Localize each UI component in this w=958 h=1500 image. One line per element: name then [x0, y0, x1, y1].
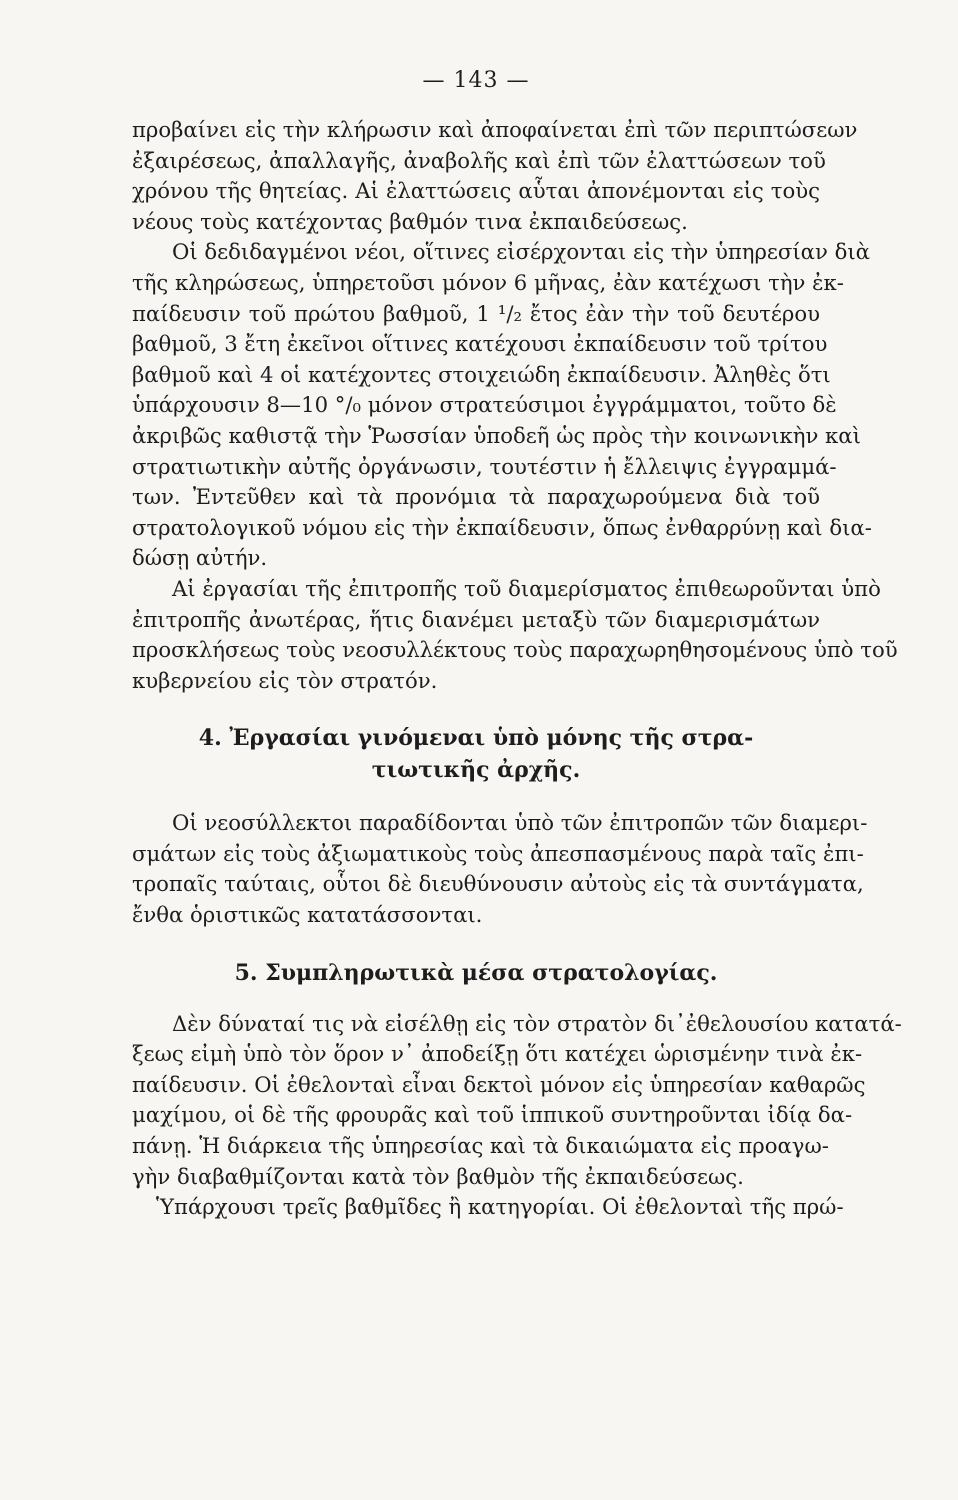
section-heading-5 [132, 957, 820, 989]
text-line: βαθμοῦ, 3 ἔτη ἐκεῖνοι οἵτινες κατέχουσι ἐκπαίδευσιν τοῦ τρίτου [132, 331, 828, 357]
text-line: Δὲν δύναταί τις νὰ εἰσέλθῃ εἰς τὸν στρατὸν δι᾽ἐθελουσίου κατατά- [172, 1010, 902, 1036]
text-line: παίδευσιν. Οἱ ἐθελονταὶ εἶναι δεκτοὶ μόνον εἰς ὑπηρεσίαν καθαρῶς [132, 1071, 866, 1097]
text-block-2 [132, 808, 868, 930]
text-line: Οἱ νεοσύλλεκτοι παραδίδονται ὑπὸ τῶν ἐπιτροπῶν τῶν διαμερι- [172, 810, 868, 836]
text-line: γὴν διαβαθμίζονται κατὰ τὸν βαθμὸν τῆς ἐκπαιδεύσεως. [132, 1163, 744, 1189]
text-line: ὑπάρχουσιν 8—10 °/₀ μόνον στρατεύσιμοι ἐγγράμματοι, τοῦτο δὲ [132, 392, 837, 418]
text-line: ἐξαιρέσεως, ἀπαλλαγῆς, ἀναβολῆς καὶ ἐπὶ τῶν ἐλαττώσεων τοῦ [132, 147, 826, 173]
text-line: ξεως εἰμὴ ὑπὸ τὸν ὅρον ν᾽ ἀποδείξῃ ὅτι κατέχει ὡρισμένην τινὰ ἐκ- [132, 1041, 863, 1067]
heading-line: 4. Ἐργασίαι γινόμεναι ὑπὸ μόνης τῆς στρα- [198, 725, 754, 752]
text-line: Αἱ ἐργασίαι τῆς ἐπιτροπῆς τοῦ διαμερίσματος ἐπιθεωροῦνται ὑπὸ [172, 575, 881, 601]
text-line: τῆς κληρώσεως, ὑπηρετοῦσι μόνον 6 μῆνας, ἐὰν κατέχωσι τὴν ἐκ- [132, 269, 844, 295]
text-line: Ὑπάρχουσι τρεῖς βαθμῖδες ἢ κατηγορίαι. Οἱ ἐθελονταὶ τῆς πρώ- [156, 1194, 844, 1220]
text-line: ἀκριβῶς καθιστᾷ τὴν Ῥωσσίαν ὑποδεῆ ὡς πρὸς τὴν κοινωνικὴν καὶ [132, 422, 861, 448]
text-line: βαθμοῦ καὶ 4 οἱ κατέχοντες στοιχειώδη ἐκπαίδευσιν. Ἀληθὲς ὅτι [132, 361, 831, 387]
text-line: μαχίμου, οἱ δὲ τῆς φρουρᾶς καὶ τοῦ ἱππικοῦ συντηροῦνται ἰδίᾳ δα- [132, 1102, 853, 1128]
text-line: νέους τοὺς κατέχοντας βαθμόν τινα ἐκπαιδεύσεως. [132, 208, 688, 234]
text-line: προσκλήσεως τοὺς νεοσυλλέκτους τοὺς παραχωρηθησομένους ὑπὸ τοῦ [132, 637, 898, 663]
text-line: προβαίνει εἰς τὴν κλήρωσιν καὶ ἀποφαίνεται ἐπὶ τῶν περιπτώσεων [132, 117, 858, 142]
text-line: χρόνου τῆς θητείας. Αἱ ἐλαττώσεις αὗται ἀπονέμονται εἰς τοὺς [132, 178, 820, 204]
text-line: σμάτων εἰς τοὺς ἀξιωματικοὺς τοὺς ἀπεσπασμένους παρὰ ταῖς ἐπι- [132, 840, 864, 866]
text-line: δώσῃ αὐτήν. [132, 545, 268, 571]
text-block-1 [132, 115, 898, 696]
text-line: των. Ἐντεῦθεν καὶ τὰ προνόμια τὰ παραχωρούμενα διὰ τοῦ [132, 484, 820, 510]
section-heading-4 [132, 722, 820, 786]
text-line: κυβερνείου εἰς τὸν στρατόν. [132, 667, 438, 693]
text-line: στρατιωτικὴν αὐτῆς ὀργάνωσιν, τουτέστιν ἡ ἔλλειψις ἐγγραμμά- [132, 453, 837, 479]
page-number: — 143 — [422, 68, 530, 93]
text-block-3 [132, 1009, 902, 1223]
text-line: παίδευσιν τοῦ πρώτου βαθμοῦ, 1 ¹/₂ ἔτος ἐὰν τὴν τοῦ δευτέρου [132, 300, 820, 326]
text-line: ἔνθα ὁριστικῶς κατατάσσονται. [132, 902, 483, 928]
text-line: ἐπιτροπῆς ἀνωτέρας, ἥτις διανέμει μεταξὺ τῶν διαμερισμάτων [132, 606, 820, 632]
text-line: Οἱ δεδιδαγμένοι νέοι, οἵτινες εἰσέρχονται εἰς τὴν ὑπηρεσίαν διὰ [172, 239, 870, 265]
text-line: πάνῃ. Ἡ διάρκεια τῆς ὑπηρεσίας καὶ τὰ δικαιώματα εἰς προαγω- [132, 1133, 829, 1159]
heading-line: τιωτικῆς ἀρχῆς. [371, 757, 581, 784]
text-line: στρατολογικοῦ νόμου εἰς τὴν ἐκπαίδευσιν, ὅπως ἐνθαρρύνῃ καὶ δια- [132, 514, 872, 540]
text-line: τροπαῖς ταύταις, οὗτοι δὲ διευθύνουσιν αὐτοὺς εἰς τὰ συντάγματα, [132, 871, 864, 897]
heading-line: 5. Συμπληρωτικὰ μέσα στρατολογίας. [234, 959, 718, 986]
